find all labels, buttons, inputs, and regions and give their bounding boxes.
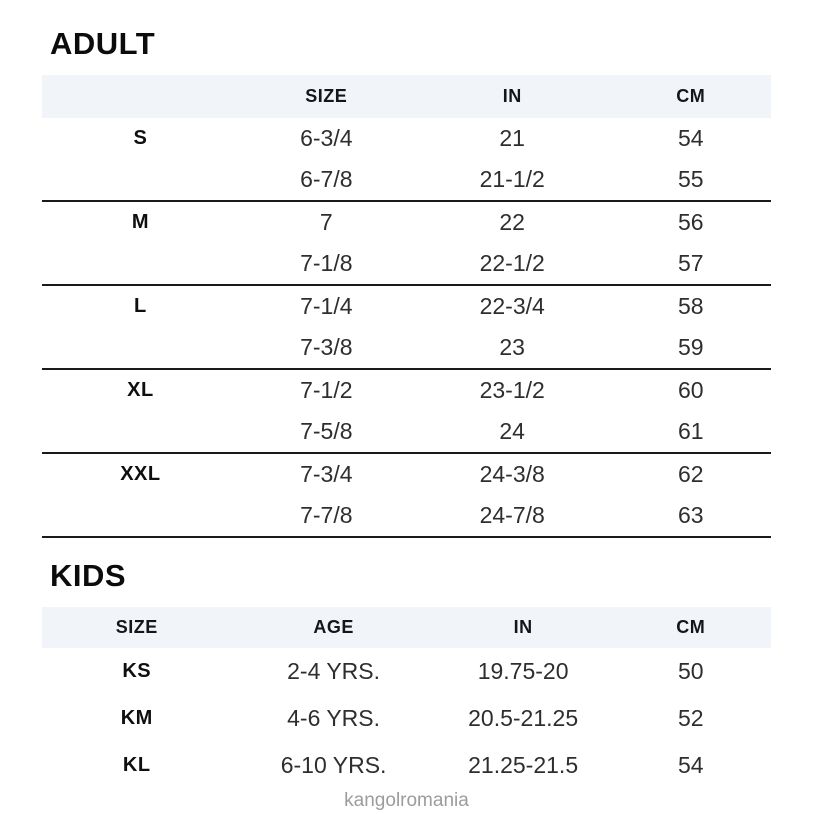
kids-section-title: KIDS xyxy=(50,558,127,593)
adult-size-group-m xyxy=(42,202,771,286)
adult-inches-value: 22-1/2 xyxy=(479,250,545,276)
adult-cm-value: 58 xyxy=(678,293,704,319)
kids-size-label: KS xyxy=(122,660,152,682)
adult-inches-value: 23-1/2 xyxy=(479,377,545,403)
adult-table-row xyxy=(42,159,771,200)
adult-table-row xyxy=(42,454,771,495)
kids-age-value: 6-10 YRS. xyxy=(280,752,387,778)
adult-cm-value: 62 xyxy=(678,461,704,487)
kids-table-header xyxy=(42,607,771,648)
adult-cm-value: 61 xyxy=(678,418,704,444)
kids-header-size: SIZE xyxy=(115,617,158,637)
kids-header-age: AGE xyxy=(313,617,354,637)
adult-size-table xyxy=(42,75,771,538)
adult-table-row xyxy=(42,370,771,411)
adult-table-row xyxy=(42,327,771,368)
adult-table-row xyxy=(42,495,771,536)
adult-size-group-label: L xyxy=(134,295,147,317)
adult-hat-size-value: 7-1/2 xyxy=(300,377,353,403)
adult-header-size: SIZE xyxy=(305,86,348,106)
adult-table-row xyxy=(42,411,771,452)
adult-cm-value: 60 xyxy=(678,377,704,403)
adult-size-group-label: M xyxy=(131,211,149,233)
adult-hat-size-value: 6-3/4 xyxy=(300,125,353,151)
adult-inches-value: 23 xyxy=(499,334,525,360)
adult-cm-value: 59 xyxy=(678,334,704,360)
adult-size-group-label: XL xyxy=(127,379,154,401)
kids-cm-value: 52 xyxy=(677,705,704,731)
kids-inches-value: 21.25-21.5 xyxy=(468,752,579,778)
kids-size-label: KM xyxy=(120,707,153,729)
kids-age-value: 2-4 YRS. xyxy=(287,658,381,684)
adult-hat-size-value: 7-3/4 xyxy=(300,461,353,487)
adult-inches-value: 24 xyxy=(499,418,525,444)
adult-hat-size-value: 7-5/8 xyxy=(300,418,353,444)
adult-header-in: IN xyxy=(502,86,522,106)
kids-header-in: IN xyxy=(513,617,533,637)
kids-table-row xyxy=(42,695,771,742)
adult-table-body xyxy=(42,118,771,538)
adult-size-group-l xyxy=(42,286,771,370)
adult-hat-size-value: 7-7/8 xyxy=(300,502,353,528)
adult-inches-value: 22-3/4 xyxy=(479,293,545,319)
adult-section-title: ADULT xyxy=(50,26,156,61)
kids-size-table xyxy=(42,607,771,789)
adult-hat-size-value: 7-3/8 xyxy=(300,334,353,360)
adult-inches-value: 21-1/2 xyxy=(479,166,545,192)
kids-table-body xyxy=(42,648,771,789)
adult-header-cm: CM xyxy=(676,86,706,106)
adult-inches-value: 22 xyxy=(499,209,525,235)
kids-age-value: 4-6 YRS. xyxy=(287,705,381,731)
adult-hat-size-value: 6-7/8 xyxy=(300,166,353,192)
adult-table-header xyxy=(42,75,771,118)
adult-table-row xyxy=(42,118,771,159)
watermark-text: kangolromania xyxy=(344,790,469,811)
adult-cm-value: 55 xyxy=(678,166,704,192)
adult-cm-value: 63 xyxy=(678,502,704,528)
kids-size-label: KL xyxy=(122,754,151,776)
adult-size-group-label: XXL xyxy=(120,463,161,485)
adult-table-row xyxy=(42,202,771,243)
kids-inches-value: 19.75-20 xyxy=(477,658,569,684)
adult-table-row xyxy=(42,286,771,327)
kids-cm-value: 54 xyxy=(677,752,704,778)
adult-cm-value: 54 xyxy=(678,125,704,151)
kids-table-row xyxy=(42,648,771,695)
kids-inches-value: 20.5-21.25 xyxy=(468,705,579,731)
adult-inches-value: 21 xyxy=(499,125,525,151)
kids-table-row xyxy=(42,742,771,789)
adult-hat-size-value: 7-1/8 xyxy=(300,250,353,276)
kids-header-cm: CM xyxy=(676,617,706,637)
adult-inches-value: 24-3/8 xyxy=(479,461,545,487)
adult-size-group-xl xyxy=(42,370,771,454)
adult-size-group-xxl xyxy=(42,454,771,538)
adult-table-row xyxy=(42,243,771,284)
adult-size-group-s xyxy=(42,118,771,202)
adult-hat-size-value: 7-1/4 xyxy=(300,293,353,319)
adult-size-group-label: S xyxy=(133,127,148,149)
adult-cm-value: 56 xyxy=(678,209,704,235)
adult-hat-size-value: 7 xyxy=(319,209,333,235)
kids-cm-value: 50 xyxy=(677,658,704,684)
adult-cm-value: 57 xyxy=(678,250,704,276)
adult-inches-value: 24-7/8 xyxy=(479,502,545,528)
